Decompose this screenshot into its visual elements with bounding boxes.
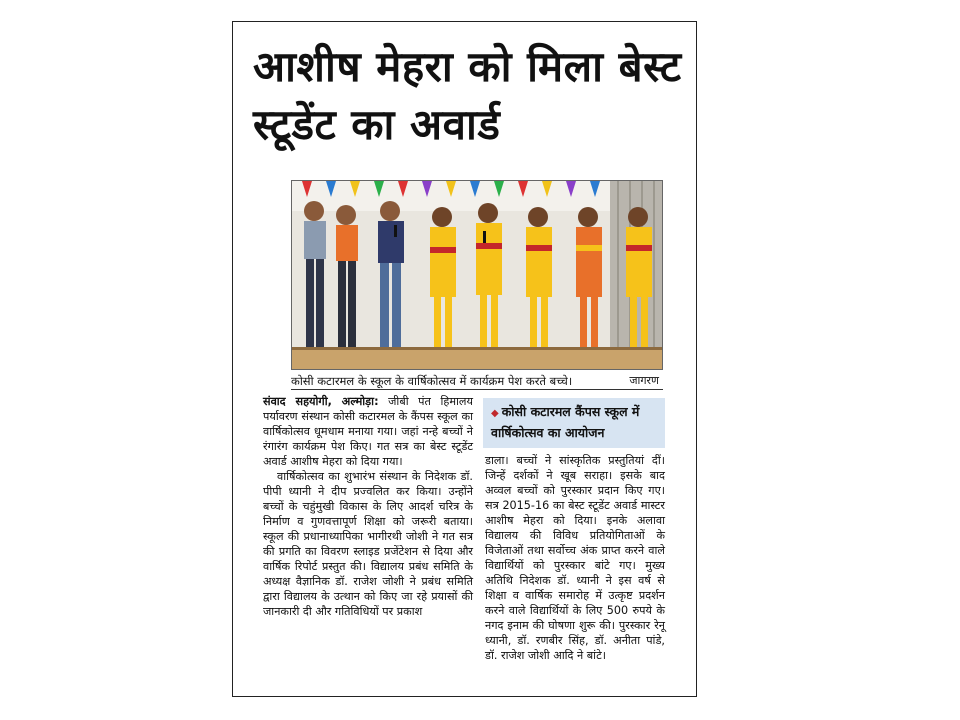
- dateline: संवाद सहयोगी, अल्मोड़ा:: [263, 395, 379, 408]
- article-column-left: [263, 394, 473, 619]
- diamond-bullet-icon: ◆: [491, 408, 499, 419]
- photo-credit: जागरण: [629, 374, 659, 387]
- highlight-box: [483, 398, 665, 448]
- children-performing-illustration: [292, 181, 663, 370]
- headline: आशीष मेहरा को मिला बेस्ट स्टूडेंट का अवार्ड: [253, 42, 682, 149]
- article-paragraph: वार्षिकोत्सव का शुभारंभ संस्थान के निदेशक डॉ. पीपी ध्यानी ने दीप प्रज्वलित कर किया। उन्होंने बच्चों के चहुंमुखी विकास के लिए आदर्श चरित्र के निर्माण व गुणवत्तापूर्ण शिक्षा को जरूरी बताया। स्कूल की प्रधानाध्यापिका भागीरथी जोशी ने गत सत्र की प्रगति का विवरण स्लाइड प्रजेंटेशन से दिया और वार्षिक रिपोर्ट प्रस्तुत की। विद्यालय प्रबंध समिति के अध्यक्ष वैज्ञानिक डॉ. राजेश जोशी ने प्रबंध समिति द्वारा विद्यालय के उत्थान को किए जा रहे प्रयासों की जानकारी दी और गतिविधियों पर प्रकाश: [263, 470, 473, 618]
- article-paragraph: डाला। बच्चों ने सांस्कृतिक प्रस्तुतियां दीं। जिन्हें दर्शकों ने खूब सराहा। इसके बाद अव्वल बच्चों को पुरस्कार प्रदान किए गए। सत्र 2015-16 का बेस्ट स्टूडेंट अवार्ड मास्टर आशीष मेहरा को दिया। इनके अलावा विद्यालय की विविध प्रतियोगिताओं के विजेताओं तथा सर्वोच्च अंक प्राप्त करने वाले विद्यार्थियों को पुरस्कार बांटे गए। मुख्य अतिथि निदेशक डॉ. ध्यानी ने इस वर्ष से शिक्षा व वार्षिक समारोह में उत्कृष्ट प्रदर्शन करने वाले विद्यार्थियों के लिए 500 रुपये के नगद इनाम की घोषणा शुरू की। पुरस्कार रेनू ध्यानी, डॉ. रणबीर सिंह, डॉ. अनीता पांडे, डॉ. राजेश जोशी आदि ने बांटे।: [485, 454, 665, 662]
- photo-caption: [291, 372, 663, 390]
- caption-text: कोसी कटारमल के स्कूल के वार्षिकोत्सव में कार्यक्रम पेश करते बच्चे।: [291, 374, 573, 388]
- highlight-text: कोसी कटारमल कैंपस स्कूल में वार्षिकोत्सव का आयोजन: [491, 404, 640, 440]
- paragraph-text: जीबी पंत हिमालय पर्यावरण संस्थान कोसी कटारमल के कैंपस स्कूल का वार्षिकोत्सव धूमधाम मनाया गया। जहां नन्हे बच्चों ने रंगारंग कार्यक्रम पेश किए। गत सत्र का बेस्ट स्टूडेंट अवार्ड आशीष मेहरा को दिया गया।: [263, 395, 473, 468]
- article-column-right: [485, 453, 665, 663]
- event-photo: [291, 180, 663, 370]
- newspaper-clipping: [232, 21, 697, 697]
- article-paragraph: [263, 394, 473, 469]
